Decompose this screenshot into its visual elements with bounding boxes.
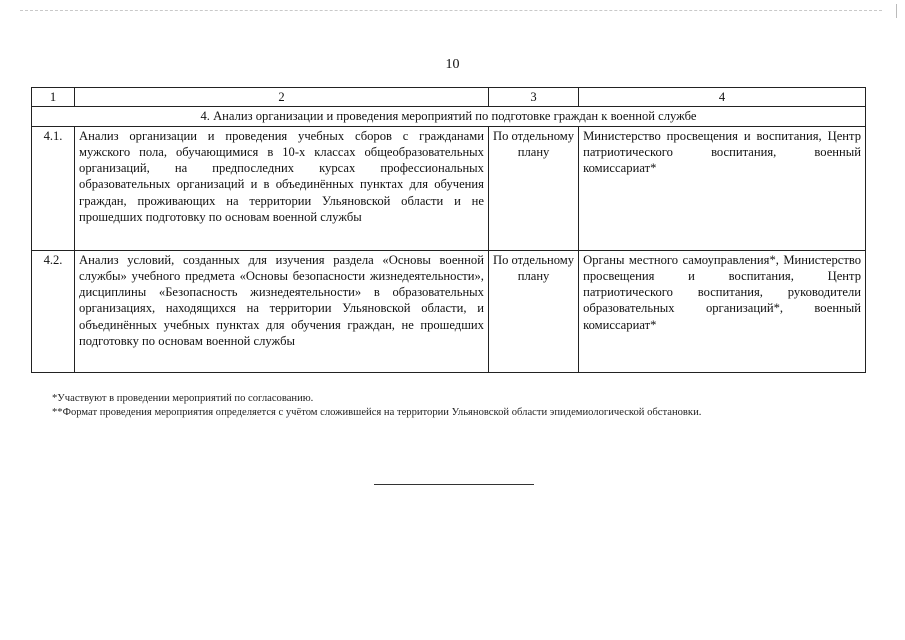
row-responsible: Министерство просвещения и воспитания, Центр патриотического воспитания, военный комиссариат* — [579, 126, 866, 250]
section-row — [32, 107, 866, 126]
section-title: 4. Анализ организации и проведения мероприятий по подготовке граждан к военной службе — [32, 107, 866, 126]
table-row — [32, 126, 866, 250]
row-responsible: Органы местного самоуправления*, Министерство просвещения и воспитания, Центр патриотического воспитания, руководители образовательных организаций*, военный комиссариат* — [579, 250, 866, 372]
footnote-double-star: **Формат проведения мероприятия определяется с учётом сложившейся на территории Ульяновской области эпидемиологической обстановки. — [52, 407, 702, 418]
column-header-2: 2 — [75, 88, 489, 107]
row-number: 4.1. — [32, 126, 75, 250]
footnote-single-star: *Участвуют в проведении мероприятий по согласованию. — [52, 393, 314, 404]
column-header-1: 1 — [32, 88, 75, 107]
page-number: 10 — [445, 57, 460, 72]
closing-rule — [374, 484, 534, 485]
scan-edge-line — [20, 10, 882, 11]
events-table — [31, 87, 866, 373]
row-number: 4.2. — [32, 250, 75, 372]
row-term: По отдельному плану — [488, 250, 578, 372]
row-description: Анализ условий, созданных для изучения раздела «Основы военной службы» учебного предмета «Основы безопасности жизнедеятельности», дисциплины «Безопасность жизнедеятельности» в образовательных организациях, находящихся на территории Ульяновской области, и объединённых учебных пунктах для обучения граждан, не прошедших подготовку по основам военной службы — [75, 250, 489, 372]
row-description: Анализ организации и проведения учебных сборов с гражданами мужского пола, обучающимися в 10-х классах общеобразовательных организаций, на предпоследних курсах профессиональных образовательных организаций и в объединённых пунктах для обучения граждан, проживающих на территории Ульяновской области и не прошедших подготовку по основам военной службы — [75, 126, 489, 250]
scan-edge-mark — [896, 4, 897, 18]
table-header-row — [32, 88, 866, 107]
column-header-3: 3 — [488, 88, 578, 107]
table-row — [32, 250, 866, 372]
column-header-4: 4 — [579, 88, 866, 107]
row-term: По отдельному плану — [488, 126, 578, 250]
